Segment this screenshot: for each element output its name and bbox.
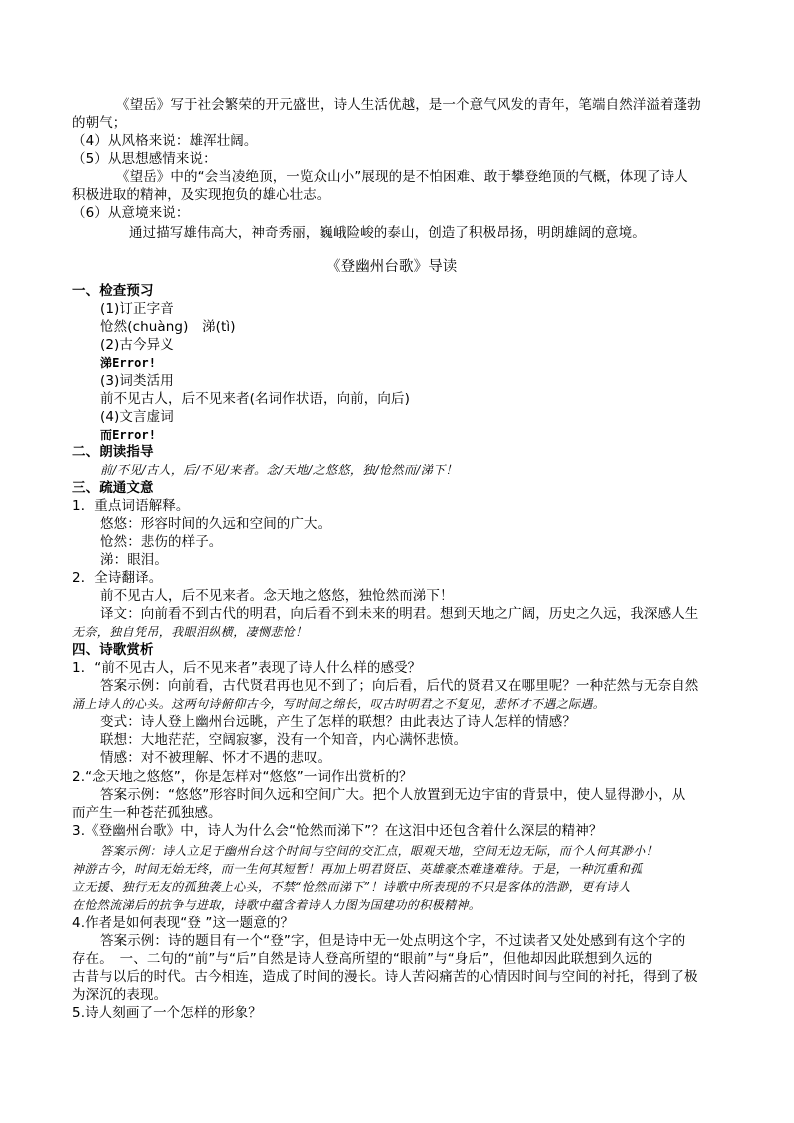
text-line: 立无援、独行无友的孤独袭上心头，不禁“怆然而涕下”！诗歌中所表现的不只是客体的浩渺，更有诗人	[72, 880, 631, 894]
text-line: 答案示例：诗人立足于幽州台这个时间与空间的交汇点，眼观天地，空间无边无际，而个人何其渺小！	[100, 844, 659, 858]
text-line: 3.《登幽州台歌》中，诗人为什么会“怆然而涕下”？在这泪中还包含着什么深层的精神？	[72, 823, 603, 839]
text-line: (1)订正字音	[100, 301, 174, 317]
section-heading: 一、检查预习	[72, 283, 154, 299]
text-line: 存在。 一、二句的“前”与“后”自然是诗人登高所望的“眼前”与“身后”，但他却因此联想到久远的	[72, 951, 653, 967]
text-line: 5.诗人刻画了一个怎样的形象？	[72, 1005, 262, 1021]
text-line: 通过描写雄伟高大，神奇秀丽，巍峨险峻的泰山，创造了积极昂扬，明朗雄阔的意境。	[129, 225, 646, 241]
text-line: 而Error!	[100, 428, 157, 442]
text-line: 《望岳》写于社会繁荣的开元盛世，诗人生活优越，是一个意气风发的青年，笔端自然洋溢着蓬勃	[116, 97, 701, 113]
text-line: 情感：对不被理解、怀才不遇的悲叹。	[100, 750, 332, 766]
text-line: 积极进取的精神，及实现抱负的雄心壮志。	[72, 187, 331, 203]
text-line: 在怆然流涕后的抗争与进取，诗歌中蕴含着诗人力图为国建功的积极精神。	[72, 898, 482, 912]
text-line: 变式：诗人登上幽州台远眺，产生了怎样的联想？由此表达了诗人怎样的情感？	[100, 714, 576, 730]
text-line: 联想：大地茫茫，空阔寂寥，没有一个知音，内心满怀悲愤。	[100, 732, 468, 748]
text-line: 涌上诗人的心头。这两句诗俯仰古今，写时间之绵长，叹古时明君之不复见，悲怀才不遇之际遇。	[72, 697, 606, 711]
text-line: 答案示例：“悠悠”形容时间久远和空间广大。把个人放置到无边宇宙的背景中，使人显得渺小，从	[100, 787, 686, 803]
text-line: 前不见古人，后不见来者(名词作状语，向前，向后)	[100, 391, 410, 407]
text-line: 答案示例：向前看，古代贤君再也见不到了；向后看，后代的贤君又在哪里呢？一种茫然与无奈自然	[100, 678, 699, 694]
text-line: 1．重点词语解释。	[72, 498, 190, 514]
text-line: 译文：向前看不到古代的明君，向后看不到未来的明君。想到天地之广阔，历史之久远，我深感人生	[100, 606, 699, 622]
text-line: 2．全诗翻译。	[72, 570, 163, 586]
text-line: （6）从意境来说：	[72, 205, 190, 221]
text-line: (4)文言虚词	[100, 409, 174, 425]
section-heading: 二、朗读指导	[72, 444, 154, 460]
section-heading: 三、疏通文意	[72, 480, 154, 496]
text-line: 《望岳》中的“会当凌绝顶，一览众山小”展现的是不怕困难、敢于攀登绝顶的气概，体现了诗人	[116, 169, 688, 185]
text-line: 前/不见/古人，后/不见/来者。念/天地/之悠悠，独/怆然而/涕下！	[100, 463, 458, 477]
text-line: 涕Error!	[100, 356, 157, 370]
text-line: 怆然(chuàng) 涕(tì)	[100, 319, 236, 335]
section-title: 《登幽州台歌》导读	[326, 259, 458, 275]
text-line: 悠悠：形容时间的久远和空间的广大。	[100, 516, 332, 532]
text-line: (2)古今异义	[100, 337, 174, 353]
text-line: 2.“念天地之悠悠”，你是怎样对“悠悠”一词作出赏析的？	[72, 769, 413, 785]
text-line: （5）从思想感情来说：	[72, 151, 217, 167]
text-line: 古昔与以后的时代。古今相连，造成了时间的漫长。诗人苦闷痛苦的心情因时间与空间的衬托，得到了极	[72, 969, 698, 985]
text-line: 为深沉的表现。	[72, 987, 168, 1003]
text-line: 1．“前不见古人，后不见来者”表现了诗人什么样的感受？	[72, 660, 422, 676]
text-line: 怆然：悲伤的样子。	[100, 534, 223, 550]
text-line: 无奈，独自凭吊，我眼泪纵横，凄恻悲怆！	[72, 625, 308, 639]
section-heading: 四、诗歌赏析	[72, 642, 154, 658]
text-line: 神游古今，时间无始无终，而一生何其短暂！再加上明君贤臣、英雄豪杰难逢难待。于是，一种沉重和孤	[72, 862, 643, 876]
text-line: 4.作者是如何表现“登 ”这一题意的？	[72, 915, 295, 931]
text-line: 答案示例：诗的题目有一个“登”字，但是诗中无一处点明这个字，不过读者又处处感到有这个字的	[100, 933, 686, 949]
text-line: (3)词类活用	[100, 373, 174, 389]
text-line: 前不见古人，后不见来者。念天地之悠悠，独怆然而涕下！	[100, 588, 454, 604]
text-line: 的朝气；	[72, 115, 127, 131]
text-line: 涕：眼泪。	[100, 552, 168, 568]
text-line: （4）从风格来说：雄浑壮阔。	[72, 133, 258, 149]
text-line: 而产生一种苍茫孤独感。	[72, 805, 222, 821]
